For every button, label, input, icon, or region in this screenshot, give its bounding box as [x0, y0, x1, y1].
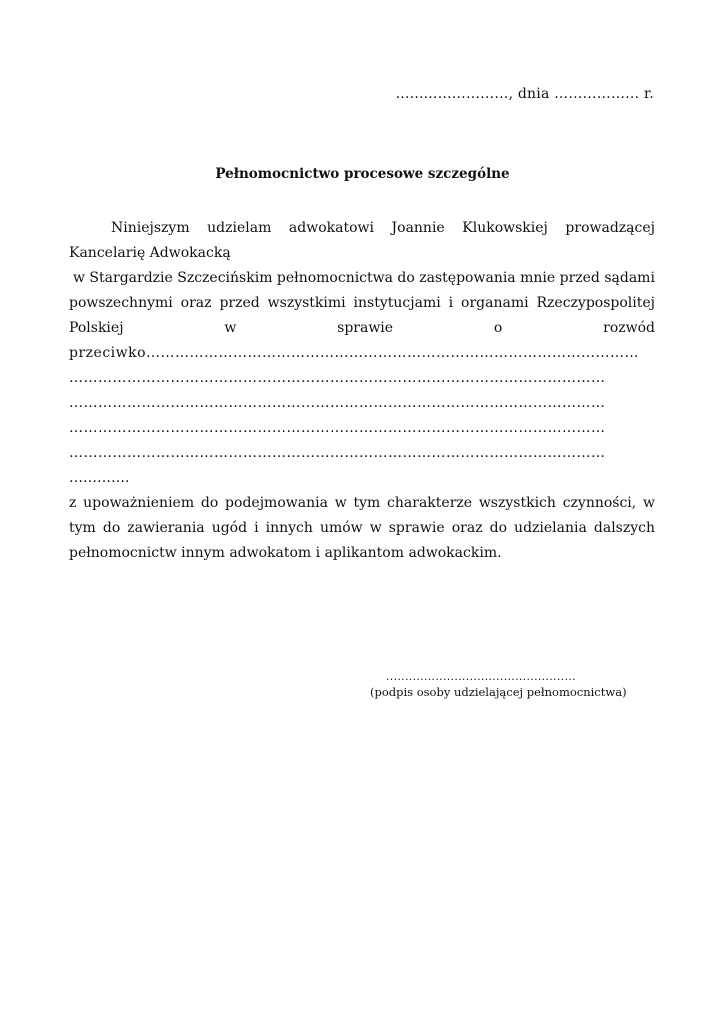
document-body	[69, 216, 655, 566]
paragraph-line: Polskiej w sprawie o rozwód	[69, 320, 655, 336]
paragraph-line: pełnomocnictw innym adwokatom i aplikantom adwokackim.	[69, 545, 502, 561]
paragraph-line: Kancelarię Adwokacką	[69, 245, 231, 261]
fill-in-line: ………….	[69, 470, 130, 486]
fill-in-line: …………………………………………………………………………………………………	[69, 395, 606, 411]
paragraph-line: tym do zawierania ugód i innych umów w sprawie oraz do udzielania dalszych	[69, 520, 655, 536]
paragraph-line: w Stargardzie Szczecińskim pełnomocnictwa do zastępowania mnie przed sądami	[73, 270, 655, 286]
signature-caption: (podpis osoby udzielającej pełnomocnictwa)	[370, 685, 627, 699]
paragraph-line: Niniejszym udzielam adwokatowi Joannie Klukowskiej prowadzącej	[111, 220, 655, 236]
paragraph-line: powszechnymi oraz przed wszystkimi instytucjami i organami Rzeczypospolitej	[69, 295, 655, 311]
fill-in-line: …………………………………………………………………………………………………	[69, 445, 606, 461]
document-title: Pełnomocnictwo procesowe szczególne	[215, 166, 510, 182]
signature-line: ..................................................	[386, 670, 576, 683]
paragraph-line: z upoważnieniem do podejmowania w tym charakterze wszystkich czynności, w	[69, 495, 655, 511]
fill-in-line: …………………………………………………………………………………………………	[69, 370, 606, 386]
fill-in-line: przeciwko…………………………………………………………………………………………	[69, 345, 640, 361]
fill-in-line: …………………………………………………………………………………………………	[69, 420, 606, 436]
date-line: …......……………, dnia ……………… r.	[395, 86, 654, 102]
